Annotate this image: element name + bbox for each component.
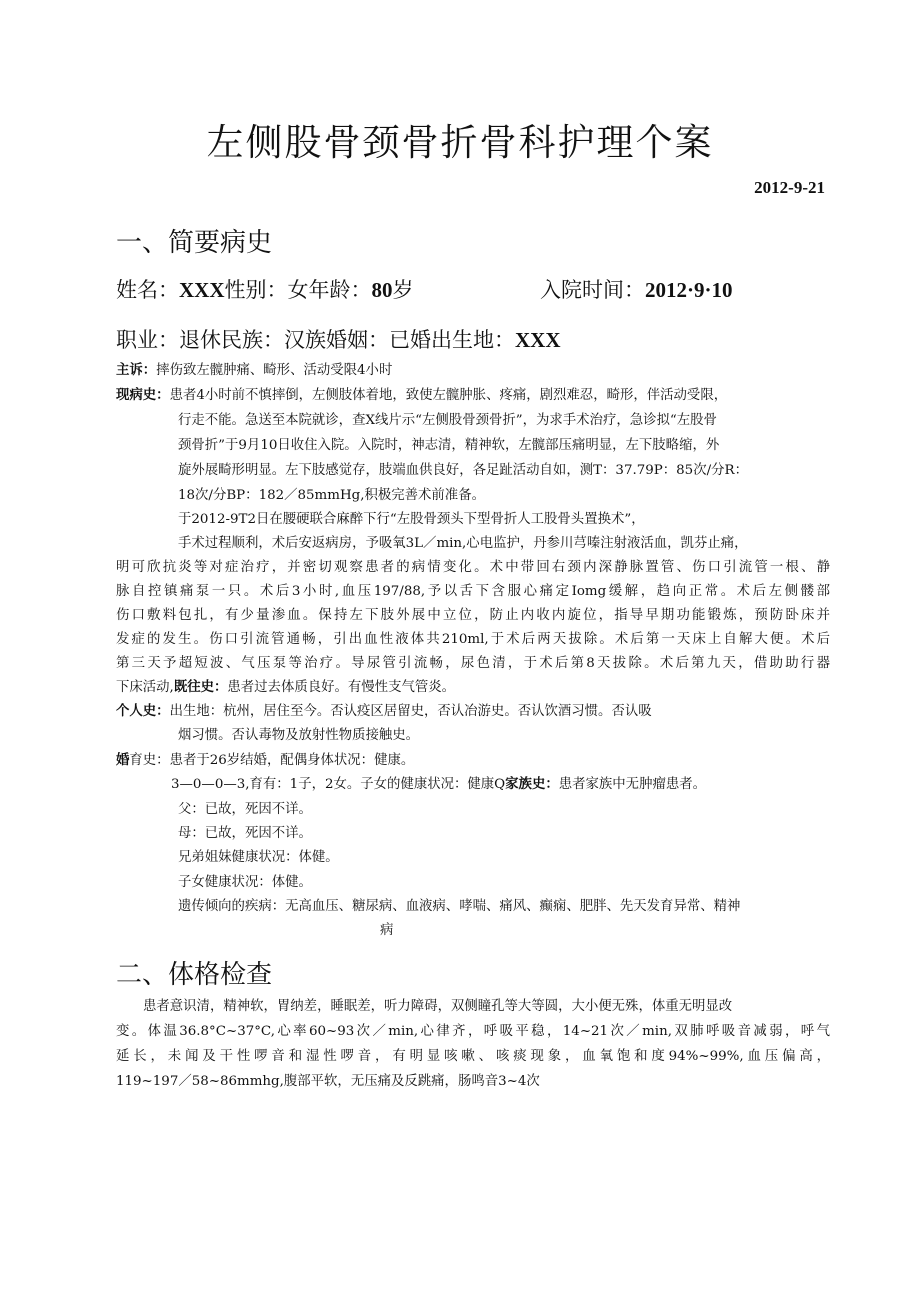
name-value: XXX — [179, 278, 225, 302]
section-heading-exam: 二、体格检查 — [116, 960, 273, 990]
family-label: 家族史： — [505, 776, 559, 792]
admit-label: 入院时间： — [540, 278, 645, 302]
children-status: 子女健康状况：体健。 — [178, 875, 312, 890]
present-label: 现病史： — [116, 387, 170, 403]
patient-info-row-1 — [116, 274, 414, 304]
admit-info — [540, 274, 733, 304]
chief-text: 摔伤致左髋肿痛、畸形、活动受限4小时 — [156, 363, 393, 378]
ethnic-label: 民族： — [221, 328, 284, 352]
exam-line: 患者意识清，精神软，胃纳差，睡眠差，听力障碍，双侧瞳孔等大等圆，大小便无殊，体重无明显改 — [143, 999, 733, 1014]
chief-complaint — [116, 359, 392, 378]
age-label: 年龄： — [308, 278, 372, 302]
section-heading-history: 一、简要病史 — [116, 228, 273, 258]
past-history-line — [116, 676, 455, 695]
past-label: 既往史： — [173, 679, 228, 695]
job-label: 职业： — [116, 328, 179, 352]
father-status: 父：已故，死因不详。 — [178, 802, 312, 817]
document-date: 2012-9-21 — [754, 178, 825, 197]
hereditary-diseases: 遗传倾向的疾病：无高血压、糖尿病、血液病、哮喘、痛风、癫痫、肥胖、先天发育异常、精神 — [178, 899, 741, 914]
present-line: 伤口敷料包扎，有少量渗血。保持左下肢外展中立位，防止内收内旋位，指导早期功能锻炼，预防卧床并 — [116, 608, 830, 623]
hereditary-diseases-end: 病 — [380, 923, 394, 938]
name-label: 姓名： — [116, 278, 179, 302]
present-line: 脉自控镇痛泵一只。术后3小时,血压197/88,予以舌下含服心痛定Iomg缓解，趋向正常。术后左侧髅部 — [116, 584, 830, 599]
present-line: 第三天予超短波、气压泵等治疗。导尿管引流畅，尿色清，于术后第8天拔除。术后第九天，借助助行器 — [116, 656, 830, 671]
exam-line: 延长，未闻及干性啰音和湿性啰音，有明显咳嗽、咳痰现象，血氧饱和度94%~99%,血压偏高， — [116, 1049, 830, 1064]
ethnic-value: 汉族 — [284, 328, 326, 352]
age-unit: 岁 — [392, 278, 414, 302]
children-text: 3—0—0—3,育有：1子，2女。子女的健康状况：健康Q — [171, 777, 506, 792]
family-text: 患者家族中无肿瘤患者。 — [558, 777, 707, 792]
present-line: 行走不能。急送至本院就诊，查X线片示“左侧股骨颈骨折”，为求手术治疗，急诊拟“左股骨 — [178, 413, 717, 428]
personal-line: 烟习惯。否认毒物及放射性物质接触史。 — [178, 728, 420, 743]
birthplace-label: 出生地： — [431, 328, 515, 352]
marital-label: 婚姻： — [326, 328, 389, 352]
present-line-end: 下床活动, — [116, 680, 174, 695]
present-line: 患者4小时前不慎摔倒，左侧肢体着地，致使左髋肿胀、疼痛，剧烈难忍，畸形，伴活动受限， — [169, 388, 728, 403]
exam-line: 变。体温36.8°C~37°C,心率60~93次／min,心律齐，呼吸平稳，14~21次／min,双肺呼吸音减弱，呼气 — [116, 1024, 830, 1039]
present-line: 18次/分BP：182／85mmHg,积极完善术前准备。 — [178, 488, 485, 503]
sex-value: 女 — [287, 278, 309, 302]
present-line: 颈骨折”于9月10日收住入院。入院时，神志清，精神软，左髋部压痛明显，左下肢略缩，外 — [178, 438, 720, 453]
past-text: 患者过去体质良好。有慢性支气管炎。 — [227, 680, 456, 695]
birthplace-value: XXX — [515, 328, 561, 352]
siblings-status: 兄弟姐妹健康状况：体健。 — [178, 850, 339, 865]
marriage-label: 育史： — [129, 753, 170, 768]
exam-line: 119~197／58~86mmhg,腹部平软，无压痛及反跳痛，肠鸣音3~4次 — [116, 1074, 540, 1089]
marriage-label-bold: 婚 — [116, 752, 130, 768]
admit-value: 2012·9·10 — [645, 278, 733, 302]
personal-label: 个人史： — [116, 703, 170, 719]
document-title: 左侧股骨颈骨折骨科护理个案 — [206, 121, 714, 164]
personal-history — [116, 700, 652, 719]
present-history-label-line — [116, 384, 727, 403]
age-value: 80 — [371, 278, 393, 302]
patient-info-row-2 — [116, 324, 561, 354]
present-line: 发症的发生。伤口引流管通畅，引出血性液体共210ml,于术后两天拔除。术后第一天床上自解大便。术后 — [116, 632, 830, 647]
chief-label: 主诉： — [116, 362, 157, 378]
marital-value: 已婚 — [389, 328, 431, 352]
sex-label: 性别： — [224, 278, 288, 302]
job-value: 退休 — [179, 328, 221, 352]
present-line: 于2012-9T2日在腰硬联合麻醉下行“左股骨颈头下型骨折人工股骨头置换术”， — [178, 512, 645, 527]
marriage-history — [116, 749, 414, 768]
personal-line: 出生地：杭州，居住至今。否认疫区居留史，否认冶游史。否认饮酒习惯。否认吸 — [169, 704, 652, 719]
children-family-line — [171, 773, 706, 792]
present-line: 旋外展畸形明显。左下肢感觉存，肢端血供良好，各足趾活动自如，测T：37.79P：85次/分R： — [178, 463, 748, 478]
present-line: 明可欣抗炎等对症治疗，并密切观察患者的病情变化。术中带回右颈内深静脉置管、伤口引流管一根、静 — [116, 560, 830, 575]
marriage-text: 患者于26岁结婚，配偶身体状况：健康。 — [169, 753, 415, 768]
mother-status: 母：已故，死因不详。 — [178, 826, 312, 841]
present-line: 手术过程顺利，术后安返病房，予吸氧3L／min,心电监护，丹参川芎嗪注射液活血，凯芬止痛， — [178, 536, 748, 551]
